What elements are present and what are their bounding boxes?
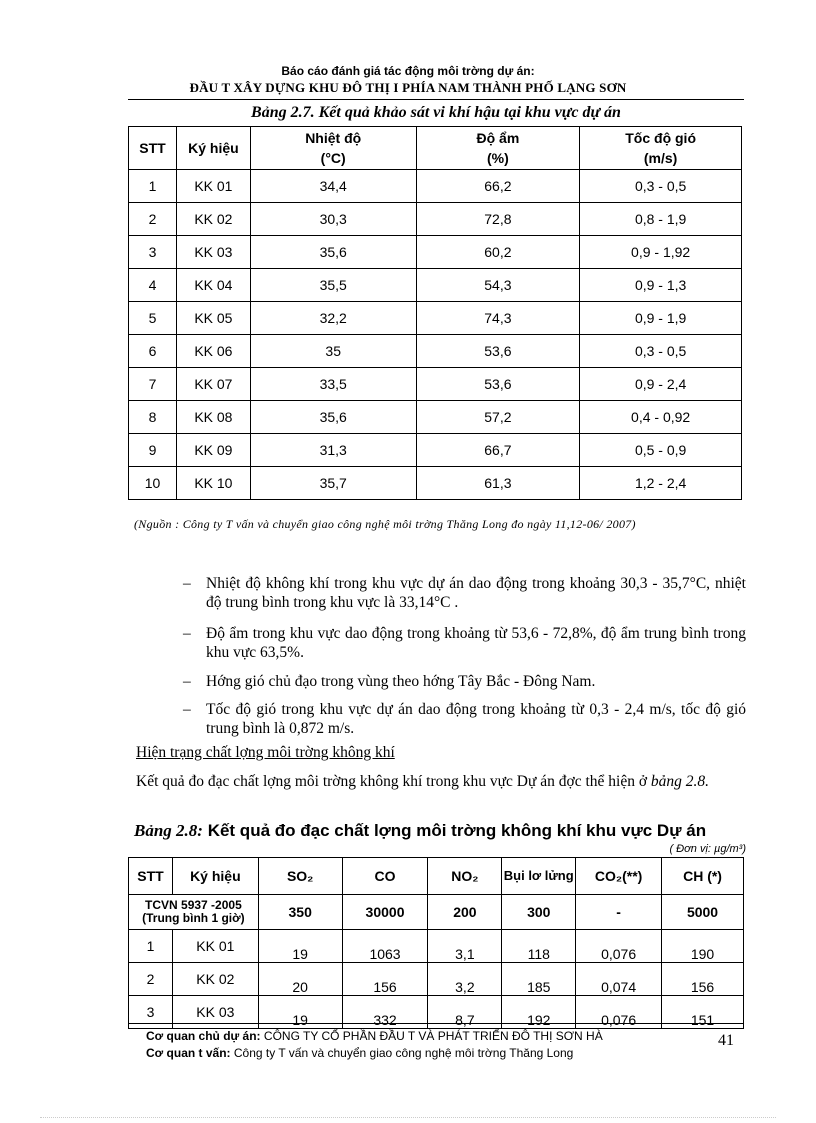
table-row	[129, 401, 742, 434]
column-header: Bụi lơ lửng	[502, 858, 576, 895]
table-cell: 0,076	[576, 996, 662, 1029]
table-cell: KK 02	[172, 963, 258, 996]
standard-value: 300	[502, 895, 576, 930]
column-header: CH (*)	[662, 858, 744, 895]
microclimate-table	[128, 126, 742, 500]
table-cell: KK 08	[176, 401, 250, 434]
table-cell: 35,5	[250, 269, 416, 302]
table-cell: 66,7	[416, 434, 580, 467]
table-row	[129, 467, 742, 500]
col-humidity: Độ ẩm (%)	[416, 127, 580, 170]
table-cell: 192	[502, 996, 576, 1029]
table-cell: 0,4 - 0,92	[580, 401, 742, 434]
table1-caption: Bảng 2.7. Kết quả khảo sát vi khí hậu tại khu vực dự án	[251, 104, 621, 121]
column-header: SO₂	[258, 858, 342, 895]
table-cell: 1,2 - 2,4	[580, 467, 742, 500]
table-row	[129, 335, 742, 368]
table-cell: 118	[502, 930, 576, 963]
table-cell: 35,6	[250, 401, 416, 434]
standard-row	[129, 895, 744, 930]
section-subheading: Hiện trạng chất lợng môi trờng không khí	[136, 744, 395, 761]
table-cell: KK 04	[176, 269, 250, 302]
table-cell: 74,3	[416, 302, 580, 335]
table-cell: 53,6	[416, 335, 580, 368]
table-cell: KK 03	[176, 236, 250, 269]
table-cell: 0,3 - 0,5	[580, 335, 742, 368]
standard-value: 30000	[342, 895, 428, 930]
table-cell: 0,5 - 0,9	[580, 434, 742, 467]
table-cell: 3,2	[428, 963, 502, 996]
table-cell: 5	[129, 302, 177, 335]
table-cell: 2	[129, 963, 173, 996]
intro-paragraph: Kết quả đo đạc chất lợng môi trờng không khí trong khu vực Dự án đợc thể hiện ở bảng 2.8.	[136, 773, 710, 790]
table-cell: 34,4	[250, 170, 416, 203]
table-row	[129, 368, 742, 401]
table-cell: 72,8	[416, 203, 580, 236]
table-cell: 1	[129, 930, 173, 963]
table-cell: 0,076	[576, 930, 662, 963]
column-header: STT	[129, 858, 173, 895]
standard-value: 5000	[662, 895, 744, 930]
table-row	[129, 236, 742, 269]
table2-unit: ( Đơn vị: µg/m³)	[669, 843, 746, 855]
footer-consultant: Cơ quan t vấn: Công ty T vấn và chuyển giao công nghệ môi trờng Thăng Long	[146, 1046, 574, 1060]
table-cell: 3	[129, 236, 177, 269]
table-row	[129, 434, 742, 467]
table2-caption: Bảng 2.8: Kết quả đo đạc chất lợng môi trờng không khí khu vực Dự án	[134, 821, 707, 840]
table-cell: 20	[258, 963, 342, 996]
table-cell: 32,2	[250, 302, 416, 335]
col-temperature: Nhiệt độ (°C)	[250, 127, 416, 170]
standard-value: 200	[428, 895, 502, 930]
table-cell: 7	[129, 368, 177, 401]
table-cell: 1	[129, 170, 177, 203]
footer-owner: Cơ quan chủ dự án: CÔNG TY CỔ PHẦN ĐẦU T VÀ PHÁT TRIỂN ĐÔ THỊ SƠN HÀ	[146, 1029, 603, 1043]
table-row	[129, 963, 744, 996]
table-cell: 156	[342, 963, 428, 996]
table-cell: 9	[129, 434, 177, 467]
table2-header-row	[129, 858, 744, 895]
table-cell: 0,9 - 1,92	[580, 236, 742, 269]
table-cell: 0,8 - 1,9	[580, 203, 742, 236]
bullet-wind-direction: – Hớng gió chủ đạo trong vùng theo hớng Tây Bắc - Đông Nam.	[183, 673, 596, 690]
table-cell: 190	[662, 930, 744, 963]
column-header: NO₂	[428, 858, 502, 895]
column-header: CO₂(**)	[576, 858, 662, 895]
table-cell: 54,3	[416, 269, 580, 302]
table-cell: 6	[129, 335, 177, 368]
table-cell: 185	[502, 963, 576, 996]
footer-divider	[128, 1023, 744, 1024]
column-header: CO	[342, 858, 428, 895]
table-cell: 8	[129, 401, 177, 434]
table-cell: 332	[342, 996, 428, 1029]
table-cell: KK 07	[176, 368, 250, 401]
table-cell: 60,2	[416, 236, 580, 269]
table1-header-row	[129, 127, 742, 170]
bullet-humidity: – Độ ẩm trong khu vực dao động trong khoảng từ 53,6 - 72,8%, độ ẩm trung bình trong khu vực 63,5%.	[183, 625, 746, 661]
table-cell: 10	[129, 467, 177, 500]
table-cell: 0,9 - 1,9	[580, 302, 742, 335]
table-cell: 19	[258, 996, 342, 1029]
table-cell: 57,2	[416, 401, 580, 434]
standard-value: 350	[258, 895, 342, 930]
header-divider	[128, 99, 744, 100]
table-cell: 2	[129, 203, 177, 236]
col-stt: STT	[129, 127, 177, 170]
table-cell: 30,3	[250, 203, 416, 236]
table-cell: KK 10	[176, 467, 250, 500]
table-row	[129, 203, 742, 236]
page-number: 41	[718, 1032, 734, 1049]
air-quality-table	[128, 857, 744, 1029]
column-header: Ký hiệu	[172, 858, 258, 895]
table-row	[129, 170, 742, 203]
standard-label: TCVN 5937 -2005 (Trung bình 1 giờ)	[129, 895, 259, 930]
table1-source: (Nguồn : Công ty T vấn và chuyển giao công nghệ môi trờng Thăng Long đo ngày 11,12-06/ 2007)	[134, 517, 636, 531]
table-cell: 19	[258, 930, 342, 963]
table-cell: 156	[662, 963, 744, 996]
table-cell: 35,6	[250, 236, 416, 269]
table-cell: 33,5	[250, 368, 416, 401]
table-cell: 0,9 - 2,4	[580, 368, 742, 401]
table-cell: 31,3	[250, 434, 416, 467]
table-cell: 35	[250, 335, 416, 368]
table-cell: KK 06	[176, 335, 250, 368]
table-cell: KK 01	[176, 170, 250, 203]
table-cell: 151	[662, 996, 744, 1029]
table-cell: 35,7	[250, 467, 416, 500]
table-cell: 4	[129, 269, 177, 302]
table-row	[129, 930, 744, 963]
table-cell: 0,074	[576, 963, 662, 996]
table-cell: 0,9 - 1,3	[580, 269, 742, 302]
table-cell: KK 01	[172, 930, 258, 963]
page-edge	[40, 1117, 776, 1118]
table-cell: KK 05	[176, 302, 250, 335]
col-windspeed: Tốc độ gió (m/s)	[580, 127, 742, 170]
table-cell: KK 09	[176, 434, 250, 467]
table-cell: 1063	[342, 930, 428, 963]
col-kyhieu: Ký hiệu	[176, 127, 250, 170]
table-cell: 53,6	[416, 368, 580, 401]
table-cell: 0,3 - 0,5	[580, 170, 742, 203]
report-title: Báo cáo đánh giá tác động môi trờng dự án:	[281, 64, 535, 78]
table-row	[129, 302, 742, 335]
bullet-wind-speed: – Tốc độ gió trong khu vực dự án dao động trong khoảng từ 0,3 - 2,4 m/s, tốc độ gió trung bình là 0,872 m/s.	[183, 701, 746, 737]
project-title: ĐẦU T XÂY DỰNG KHU ĐÔ THỊ I PHÍA NAM THÀNH PHỐ LẠNG SƠN	[189, 80, 627, 95]
table-cell: 61,3	[416, 467, 580, 500]
table-cell: KK 02	[176, 203, 250, 236]
standard-value: -	[576, 895, 662, 930]
table-cell: 66,2	[416, 170, 580, 203]
table-row	[129, 269, 742, 302]
table-cell: 3,1	[428, 930, 502, 963]
table-cell: 3	[129, 996, 173, 1029]
table-cell: 8,7	[428, 996, 502, 1029]
table-cell: KK 03	[172, 996, 258, 1029]
bullet-temperature: – Nhiệt độ không khí trong khu vực dự án dao động trong khoảng 30,3 - 35,7°C, nhiệt độ trung bình trong khu vực là 33,14°C .	[183, 575, 746, 611]
